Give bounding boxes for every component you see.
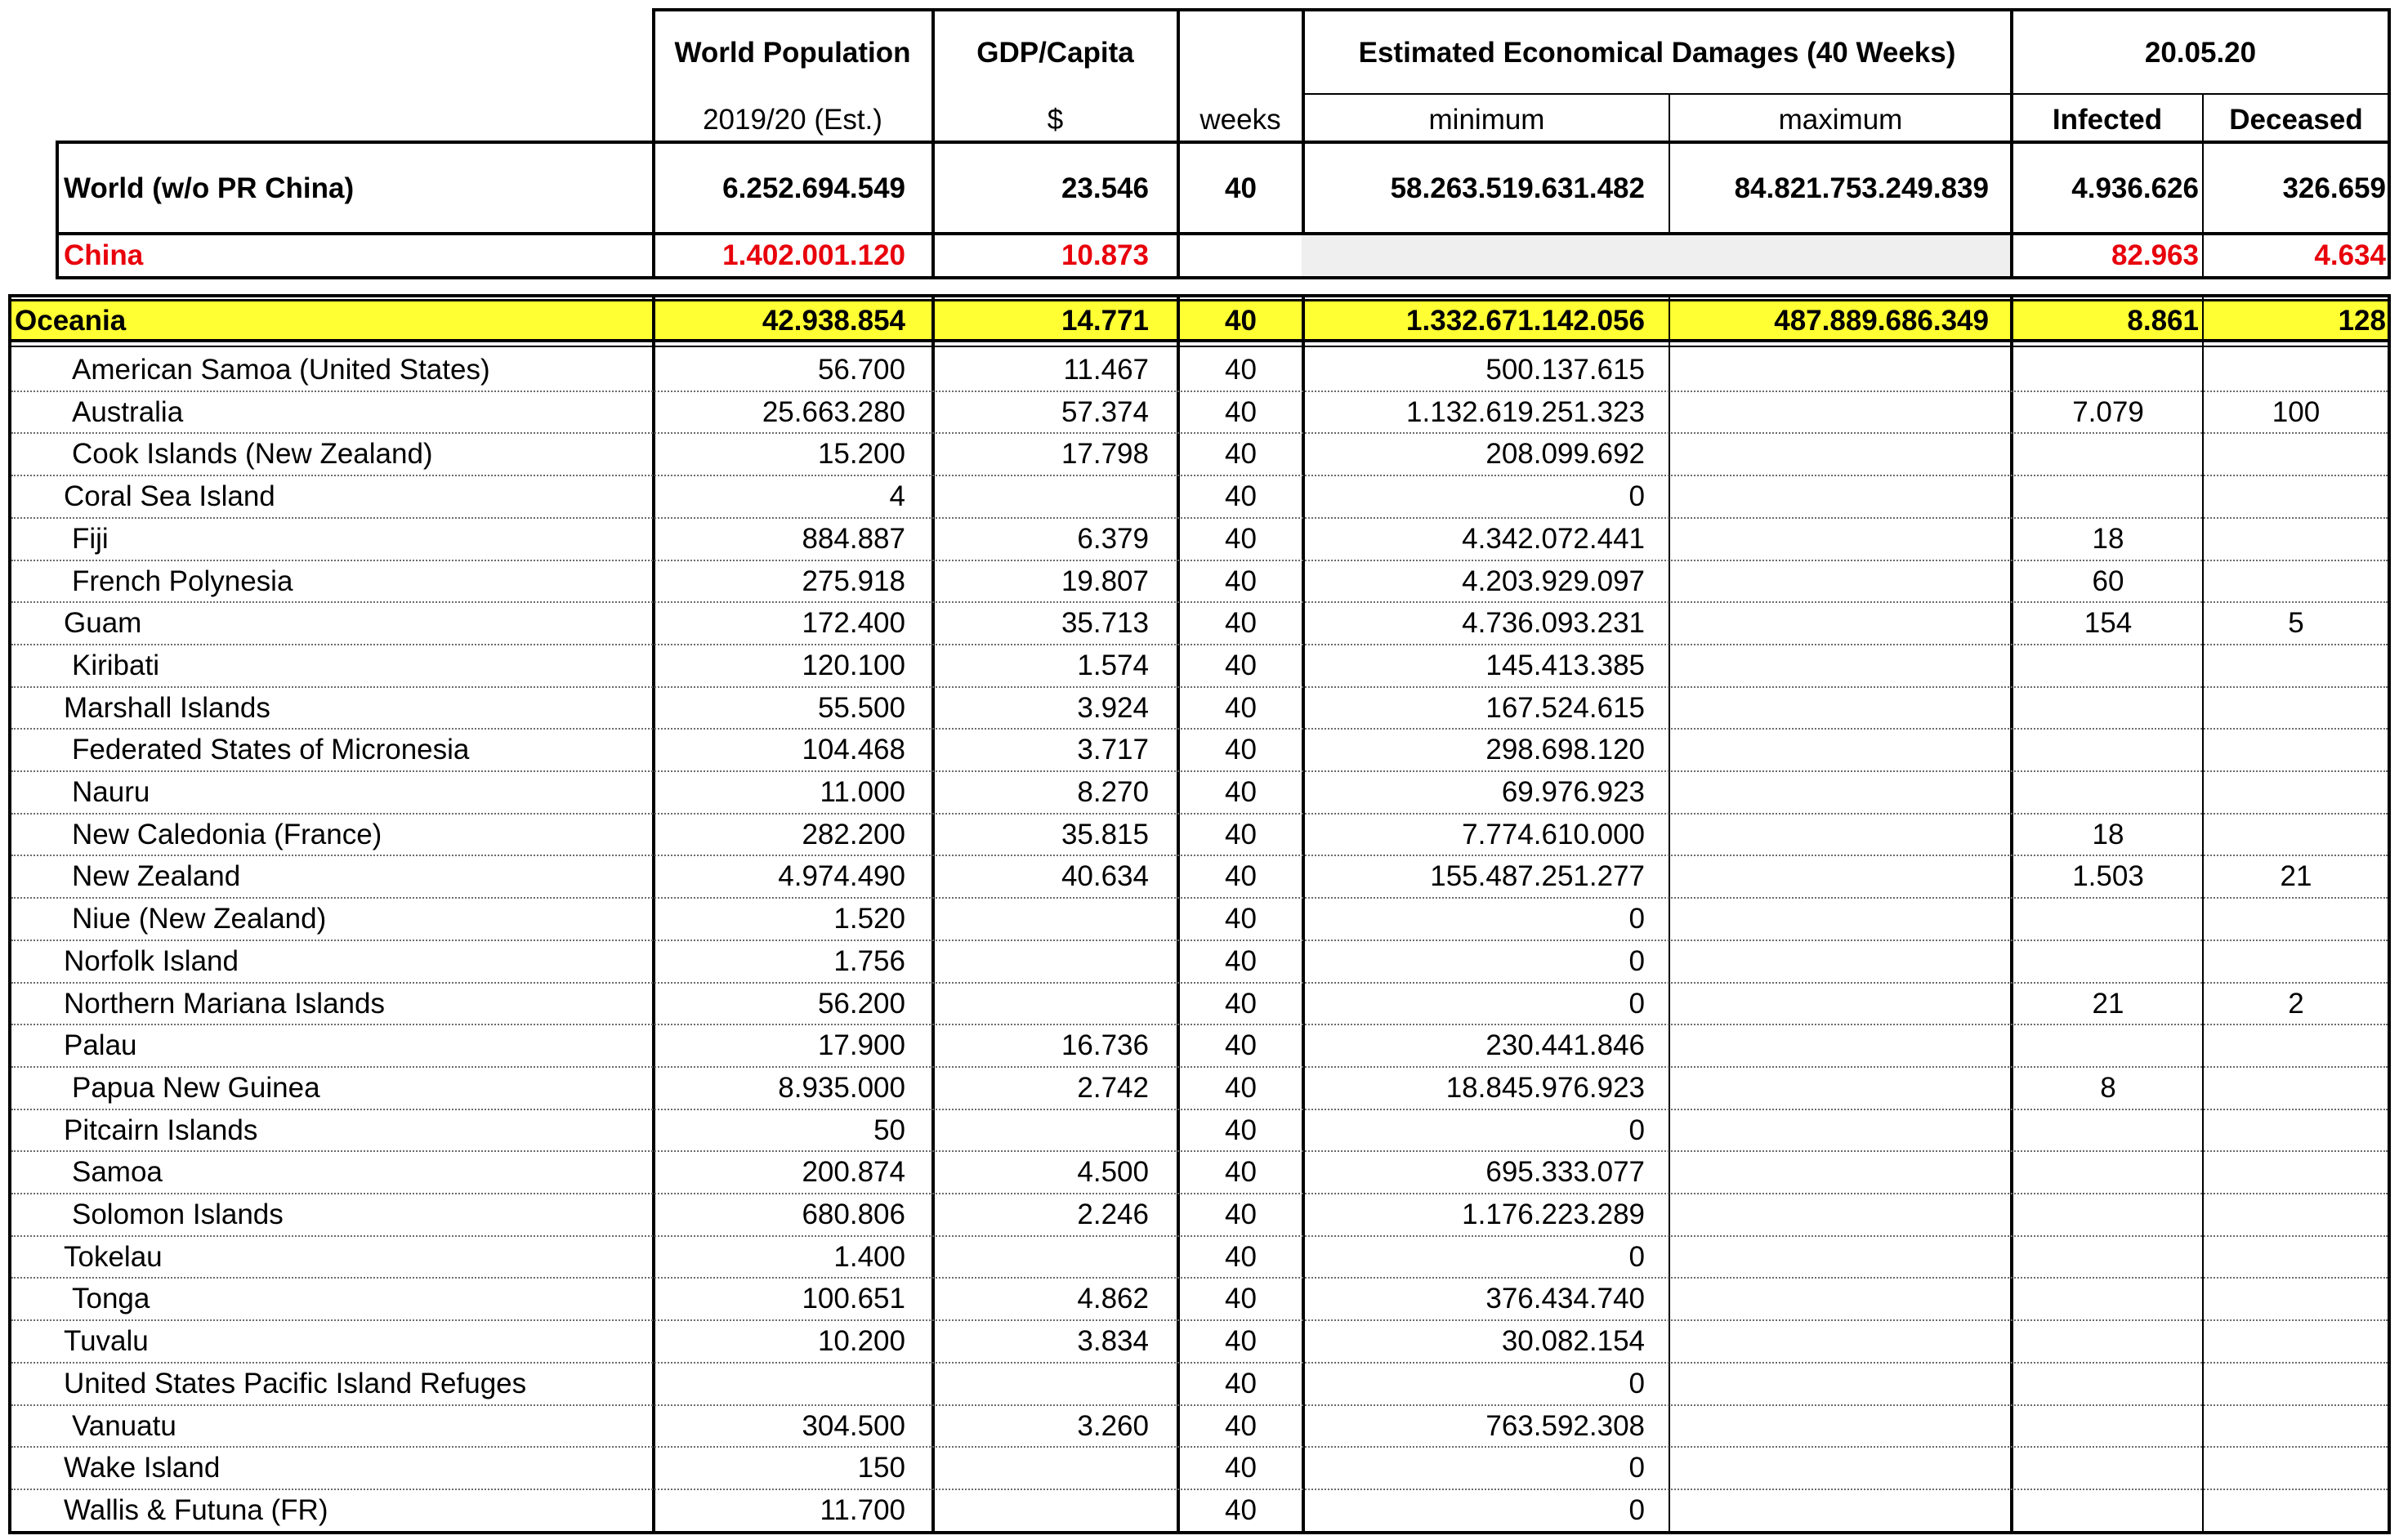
cell-weeks: 40 — [1225, 1494, 1257, 1526]
cell-minimum: 4.736.093.231 — [1462, 607, 1645, 639]
cell-country: United States Pacific Island Refuges — [64, 1368, 527, 1399]
row-divider — [11, 940, 2388, 941]
cell-minimum: 0 — [1628, 480, 1645, 512]
header-gdp-unit: $ — [1047, 104, 1064, 136]
cell-population: 1.520 — [833, 903, 905, 935]
header-maximum: maximum — [1778, 104, 1903, 136]
cell-infected: 154 — [2084, 607, 2133, 639]
cell-deceased: 2 — [2288, 988, 2304, 1020]
cell-minimum: 0 — [1628, 903, 1645, 935]
cell-weeks: 40 — [1225, 1283, 1257, 1315]
cell-country: Nauru — [72, 776, 150, 808]
cell-minimum: 69.976.923 — [1501, 776, 1645, 808]
cell-infected: 8 — [2100, 1072, 2116, 1104]
cell-population: 56.700 — [817, 354, 905, 386]
row-divider — [11, 1404, 2388, 1406]
cell-population: 100.651 — [802, 1283, 905, 1315]
cell-minimum: 500.137.615 — [1485, 354, 1645, 386]
cell-weeks: 40 — [1225, 945, 1257, 977]
cell-minimum: 4.342.072.441 — [1462, 523, 1645, 555]
cell-population: 11.700 — [820, 1494, 905, 1526]
region-maximum: 487.889.686.349 — [1774, 305, 1989, 337]
row-divider — [11, 644, 2388, 645]
cell-country: Guam — [64, 607, 142, 639]
cell-weeks: 40 — [1225, 1114, 1257, 1146]
cell-population: 282.200 — [802, 819, 905, 850]
cell-population: 275.918 — [802, 565, 905, 597]
cell-weeks: 40 — [1225, 734, 1257, 766]
cell-weeks: 40 — [1225, 1452, 1257, 1484]
row-divider — [11, 855, 2388, 856]
cell-weeks: 40 — [1225, 860, 1257, 892]
cell-minimum: 695.333.077 — [1485, 1156, 1645, 1188]
cell-weeks: 40 — [1225, 523, 1257, 555]
world-minimum: 58.263.519.631.482 — [1390, 172, 1645, 204]
cell-minimum: 7.774.610.000 — [1462, 819, 1645, 850]
cell-population: 17.900 — [817, 1029, 905, 1061]
header-weeks: weeks — [1200, 104, 1281, 136]
cell-minimum: 1.132.619.251.323 — [1406, 396, 1645, 428]
world-name: World (w/o PR China) — [64, 172, 355, 204]
cell-gdp: 8.270 — [1077, 776, 1149, 808]
cell-population: 4.974.490 — [778, 860, 905, 892]
cell-population: 56.200 — [817, 988, 905, 1020]
cell-infected: 1.503 — [2072, 860, 2144, 892]
cell-population: 150 — [857, 1452, 905, 1484]
row-divider — [11, 432, 2388, 434]
cell-gdp: 16.736 — [1061, 1029, 1149, 1061]
header-population-year: 2019/20 (Est.) — [703, 104, 882, 136]
cell-population: 104.468 — [802, 734, 905, 766]
cell-gdp: 35.713 — [1061, 607, 1149, 639]
world-gdp: 23.546 — [1061, 172, 1149, 204]
row-divider — [11, 560, 2388, 561]
cell-weeks: 40 — [1225, 565, 1257, 597]
cell-minimum: 155.487.251.277 — [1430, 860, 1645, 892]
cell-weeks: 40 — [1225, 692, 1257, 724]
region-minimum: 1.332.671.142.056 — [1406, 305, 1645, 337]
cell-weeks: 40 — [1225, 903, 1257, 935]
cell-infected: 7.079 — [2072, 396, 2144, 428]
cell-country: Cook Islands (New Zealand) — [72, 438, 433, 470]
cell-population: 1.756 — [833, 945, 905, 977]
row-divider — [11, 1024, 2388, 1025]
cell-minimum: 376.434.740 — [1485, 1283, 1645, 1315]
cell-gdp: 19.807 — [1061, 565, 1149, 597]
cell-gdp: 35.815 — [1061, 819, 1149, 850]
cell-weeks: 40 — [1225, 1029, 1257, 1061]
row-divider — [11, 1446, 2388, 1448]
cell-weeks: 40 — [1225, 819, 1257, 850]
cell-gdp: 3.717 — [1077, 734, 1149, 766]
region-weeks: 40 — [1225, 305, 1257, 337]
cell-weeks: 40 — [1225, 1199, 1257, 1230]
cell-gdp: 4.862 — [1077, 1283, 1149, 1315]
cell-country: Coral Sea Island — [64, 480, 275, 512]
cell-country: Wallis & Futuna (FR) — [64, 1494, 328, 1526]
cell-weeks: 40 — [1225, 1368, 1257, 1399]
row-divider — [11, 897, 2388, 899]
row-divider — [11, 1193, 2388, 1194]
cell-population: 884.887 — [802, 523, 905, 555]
row-divider — [11, 517, 2388, 519]
cell-country: Tuvalu — [64, 1325, 149, 1357]
china-population: 1.402.001.120 — [722, 239, 905, 271]
cell-population: 50 — [873, 1114, 905, 1146]
cell-country: Australia — [72, 396, 184, 428]
cell-weeks: 40 — [1225, 1410, 1257, 1442]
header-date: 20.05.20 — [2144, 37, 2257, 69]
cell-population: 15.200 — [817, 438, 905, 470]
world-weeks: 40 — [1225, 172, 1257, 204]
row-divider — [11, 1235, 2388, 1237]
cell-weeks: 40 — [1225, 649, 1257, 681]
cell-minimum: 0 — [1628, 1452, 1645, 1484]
cell-deceased: 21 — [2280, 860, 2312, 892]
cell-weeks: 40 — [1225, 438, 1257, 470]
cell-country: American Samoa (United States) — [72, 354, 490, 386]
cell-country: Marshall Islands — [64, 692, 270, 724]
world-deceased: 326.659 — [2282, 172, 2386, 204]
row-divider — [11, 475, 2388, 476]
cell-country: Pitcairn Islands — [64, 1114, 258, 1146]
cell-country: Federated States of Micronesia — [72, 734, 470, 766]
cell-country: Solomon Islands — [72, 1199, 284, 1230]
cell-country: French Polynesia — [72, 565, 293, 597]
cell-weeks: 40 — [1225, 1241, 1257, 1273]
cell-country: Fiji — [72, 523, 109, 555]
cell-gdp: 6.379 — [1077, 523, 1149, 555]
cell-gdp: 2.742 — [1077, 1072, 1149, 1104]
cell-gdp: 3.924 — [1077, 692, 1149, 724]
cell-country: Niue (New Zealand) — [72, 903, 327, 935]
world-maximum: 84.821.753.249.839 — [1734, 172, 1989, 204]
cell-minimum: 298.698.120 — [1485, 734, 1645, 766]
cell-weeks: 40 — [1225, 480, 1257, 512]
cell-country: Norfolk Island — [64, 945, 239, 977]
cell-weeks: 40 — [1225, 396, 1257, 428]
cell-minimum: 18.845.976.923 — [1445, 1072, 1645, 1104]
region-name: Oceania — [15, 305, 127, 337]
cell-minimum: 230.441.846 — [1485, 1029, 1645, 1061]
region-infected: 8.861 — [2127, 305, 2199, 337]
cell-minimum: 208.099.692 — [1485, 438, 1645, 470]
cell-weeks: 40 — [1225, 1072, 1257, 1104]
cell-country: Tokelau — [64, 1241, 163, 1273]
row-divider — [11, 813, 2388, 815]
cell-country: Vanuatu — [72, 1410, 176, 1442]
header-gdp-per-capita: GDP/Capita — [976, 37, 1134, 69]
cell-country: Papua New Guinea — [72, 1072, 320, 1104]
cell-country: New Caledonia (France) — [72, 819, 382, 850]
cell-population: 11.000 — [820, 776, 905, 808]
world-population: 6.252.694.549 — [722, 172, 905, 204]
cell-population: 8.935.000 — [778, 1072, 905, 1104]
cell-minimum: 145.413.385 — [1485, 649, 1645, 681]
row-divider — [11, 391, 2388, 392]
row-divider — [11, 1319, 2388, 1321]
cell-country: Samoa — [72, 1156, 163, 1188]
cell-country: New Zealand — [72, 860, 241, 892]
cell-minimum: 167.524.615 — [1485, 692, 1645, 724]
china-gdp: 10.873 — [1061, 239, 1149, 271]
row-divider — [11, 1489, 2388, 1490]
region-deceased: 128 — [2338, 305, 2386, 337]
row-divider — [11, 1362, 2388, 1364]
row-divider — [11, 601, 2388, 603]
china-name: China — [64, 239, 144, 271]
header-deceased: Deceased — [2229, 104, 2363, 136]
header-world-population: World Population — [674, 37, 911, 69]
cell-population: 25.663.280 — [762, 396, 905, 428]
header-minimum: minimum — [1428, 104, 1545, 136]
cell-population: 304.500 — [802, 1410, 905, 1442]
cell-minimum: 30.082.154 — [1501, 1325, 1645, 1357]
cell-population: 10.200 — [817, 1325, 905, 1357]
header-infected: Infected — [2052, 104, 2163, 136]
cell-infected: 60 — [2092, 565, 2124, 597]
cell-population: 200.874 — [802, 1156, 905, 1188]
row-divider — [11, 770, 2388, 772]
cell-gdp: 2.246 — [1077, 1199, 1149, 1230]
header-damages: Estimated Economical Damages (40 Weeks) — [1358, 37, 1956, 69]
cell-infected: 21 — [2092, 988, 2124, 1020]
cell-population: 4 — [889, 480, 905, 512]
world-infected: 4.936.626 — [2071, 172, 2199, 204]
cell-country: Palau — [64, 1029, 137, 1061]
cell-minimum: 0 — [1628, 1494, 1645, 1526]
cell-minimum: 0 — [1628, 988, 1645, 1020]
cell-weeks: 40 — [1225, 607, 1257, 639]
cell-country: Northern Mariana Islands — [64, 988, 385, 1020]
cell-population: 680.806 — [802, 1199, 905, 1230]
region-gdp: 14.771 — [1061, 305, 1149, 337]
row-divider — [11, 1150, 2388, 1152]
cell-gdp: 17.798 — [1061, 438, 1149, 470]
china-infected: 82.963 — [2111, 239, 2199, 271]
cell-infected: 18 — [2092, 819, 2124, 850]
cell-minimum: 0 — [1628, 945, 1645, 977]
cell-weeks: 40 — [1225, 988, 1257, 1020]
cell-minimum: 0 — [1628, 1241, 1645, 1273]
cell-country: Wake Island — [64, 1452, 221, 1484]
cell-deceased: 5 — [2288, 607, 2304, 639]
row-divider — [11, 728, 2388, 730]
cell-population: 172.400 — [802, 607, 905, 639]
cell-gdp: 40.634 — [1061, 860, 1149, 892]
row-divider — [11, 1277, 2388, 1279]
cell-gdp: 3.834 — [1077, 1325, 1149, 1357]
cell-population: 1.400 — [833, 1241, 905, 1273]
row-divider — [11, 1066, 2388, 1068]
row-divider — [11, 686, 2388, 688]
cell-minimum: 1.176.223.289 — [1462, 1199, 1645, 1230]
cell-weeks: 40 — [1225, 1156, 1257, 1188]
cell-country: Kiribati — [72, 649, 159, 681]
cell-gdp: 1.574 — [1077, 649, 1149, 681]
cell-minimum: 0 — [1628, 1114, 1645, 1146]
china-deceased: 4.634 — [2314, 239, 2386, 271]
cell-weeks: 40 — [1225, 1325, 1257, 1357]
cell-infected: 18 — [2092, 523, 2124, 555]
cell-gdp: 11.467 — [1063, 354, 1149, 386]
cell-weeks: 40 — [1225, 776, 1257, 808]
region-population: 42.938.854 — [762, 305, 905, 337]
cell-minimum: 4.203.929.097 — [1462, 565, 1645, 597]
cell-weeks: 40 — [1225, 354, 1257, 386]
cell-deceased: 100 — [2272, 396, 2321, 428]
cell-population: 120.100 — [802, 649, 905, 681]
cell-minimum: 0 — [1628, 1368, 1645, 1399]
cell-gdp: 4.500 — [1077, 1156, 1149, 1188]
cell-gdp: 3.260 — [1077, 1410, 1149, 1442]
cell-minimum: 763.592.308 — [1485, 1410, 1645, 1442]
cell-gdp: 57.374 — [1061, 396, 1149, 428]
row-divider — [11, 1109, 2388, 1110]
cell-population: 55.500 — [817, 692, 905, 724]
row-divider — [11, 982, 2388, 984]
cell-country: Tonga — [72, 1283, 150, 1315]
